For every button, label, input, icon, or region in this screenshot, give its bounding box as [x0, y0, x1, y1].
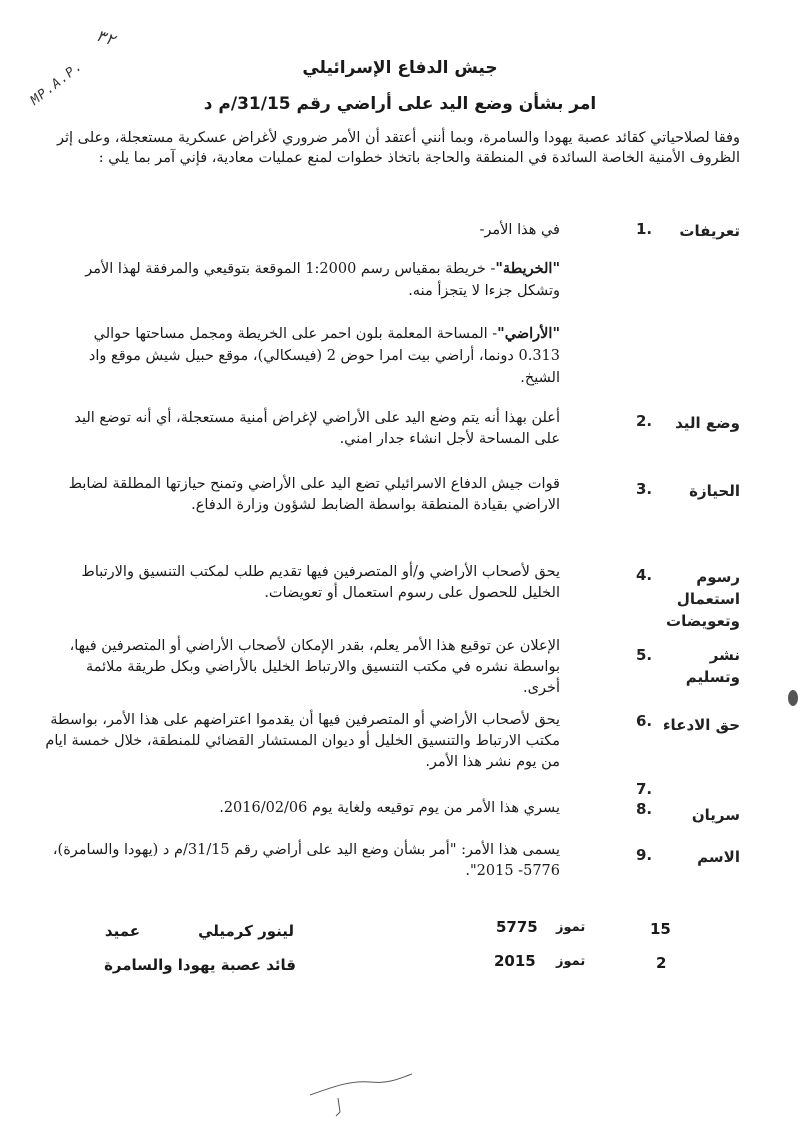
section-8-number: 8. — [636, 800, 653, 818]
signature-name: لينور كرميلي — [198, 922, 294, 940]
signature-rank: عميد — [104, 922, 140, 940]
section-8-text: يسري هذا الأمر من يوم توقيعه ولغاية يوم 2016/02/06. — [219, 800, 560, 816]
order-title: امر بشأن وضع اليد على أراضي رقم 31/15/م د — [203, 94, 597, 114]
signature-day-hebrew: 15 — [650, 920, 671, 938]
intro-paragraph: وفقا لصلاحياتي كقائد عصبة يهودا والسامرة، وبما أنني أعتقد أن الأمر ضروري لأغراض عسكرية مستعجلة، وعلى إثر الظروف الأمنية الخاصة السائدة في المنطقة والحاجة باتخاذ خطوات لمنع عمليات معادية، فإني آمر بما يلي : — [56, 130, 740, 166]
section-3-text: قوات جيش الدفاع الاسرائيلي تضع اليد على الأراضي وتمنح حيازتها المطلقة لضابط الاراضي بقيادة المنطقة بواسطة الضابط لشؤون وزارة الدفاع. — [68, 476, 560, 513]
section-1-text: في هذا الأمر- — [479, 222, 560, 238]
section-5-label: نشر وتسليم — [685, 646, 740, 686]
section-6-text: يحق لأصحاب الأراضي أو المتصرفين فيها أن يقدموا اعتراضهم على هذا الأمر، بواسطة مكتب الارتباط والتنسيق الخليل أو ديوان المستشار القضائي للمنطقة، خلال خمسة ايام من يوم نشر هذا الأمر. — [45, 712, 560, 770]
definition-map-text: - خريطة بمقياس رسم 1:2000 الموقعة بتوقيعي والمرفقة لهذا الأمر وتشكل جزءا لا يتجزأ منه. — [85, 261, 560, 299]
signature-month-hebrew: تموز — [556, 920, 586, 935]
section-3-label: الحيازة — [689, 482, 740, 500]
signature-year-gregorian: 2015 — [494, 952, 536, 970]
section-6-number: 6. — [636, 712, 653, 730]
section-1-label: تعريفات — [679, 222, 740, 240]
section-5-text: الإعلان عن توقيع هذا الأمر يعلم، بقدر الإمكان لأصحاب الأراضي أو المتصرفين فيها، بواسطة نشره في مكتب التنسيق والارتباط الخليل بالأراضي وبكل طريقة ملائمة أخرى. — [69, 638, 560, 696]
signature-position: قائد عصبة يهودا والسامرة — [104, 956, 296, 974]
section-2-number: 2. — [636, 412, 653, 430]
handwritten-signature — [300, 1060, 420, 1120]
section-8-label: سريان — [691, 806, 740, 824]
signature-year-hebrew: 5775 — [496, 918, 538, 936]
section-9-label: الاسم — [697, 848, 740, 866]
definition-map — [50, 258, 560, 302]
section-4-number: 4. — [636, 566, 653, 584]
section-2-label: وضع اليد — [675, 414, 740, 432]
section-5-number: 5. — [636, 646, 653, 664]
definition-lands-text: - المساحة المعلمة بلون احمر على الخريطة ومجمل مساحتها حوالي 0.313 دونما، أراضي بيت امرا حوض 2 (فيسكالي)، موقع حبيل شيش موقع واد الشيخ. — [88, 326, 560, 386]
section-4-text: يحق لأصحاب الأراضي و/أو المتصرفين فيها تقديم طلب لمكتب التنسيق والارتباط الخليل للحصول على رسوم استعمال أو تعويضات. — [81, 564, 560, 601]
definition-map-term: "الخريطة" — [495, 260, 560, 277]
punch-hole-mark — [788, 690, 798, 706]
section-1-number: 1. — [636, 220, 653, 238]
section-6-label: حق الادعاء — [662, 716, 740, 734]
section-2-text: أعلن بهذا أنه يتم وضع اليد على الأراضي لإغراض أمنية مستعجلة، أي أنه توضع اليد على المساحة لأجل انشاء جدار امني. — [74, 410, 560, 447]
definition-lands — [50, 323, 560, 389]
definition-lands-term: "الأراضي" — [497, 325, 560, 342]
signature-month-gregorian: تموز — [556, 954, 586, 969]
section-9-text: يسمى هذا الأمر: "أمر بشأن وضع اليد على أراضي رقم 31/15/م د (يهودا والسامرة)، 5776- 2015". — [52, 842, 560, 879]
org-heading: جيش الدفاع الإسرائيلي — [302, 58, 498, 78]
handwritten-margin-note: MP.A.P. — [27, 58, 86, 109]
margin-stamp-number: ٣٢ — [93, 25, 118, 50]
section-9-number: 9. — [636, 846, 653, 864]
section-7-number: 7. — [636, 780, 653, 798]
section-3-number: 3. — [636, 480, 653, 498]
section-4-label: رسوم استعمال وتعويضات — [666, 568, 740, 630]
signature-day-gregorian: 2 — [656, 954, 667, 972]
